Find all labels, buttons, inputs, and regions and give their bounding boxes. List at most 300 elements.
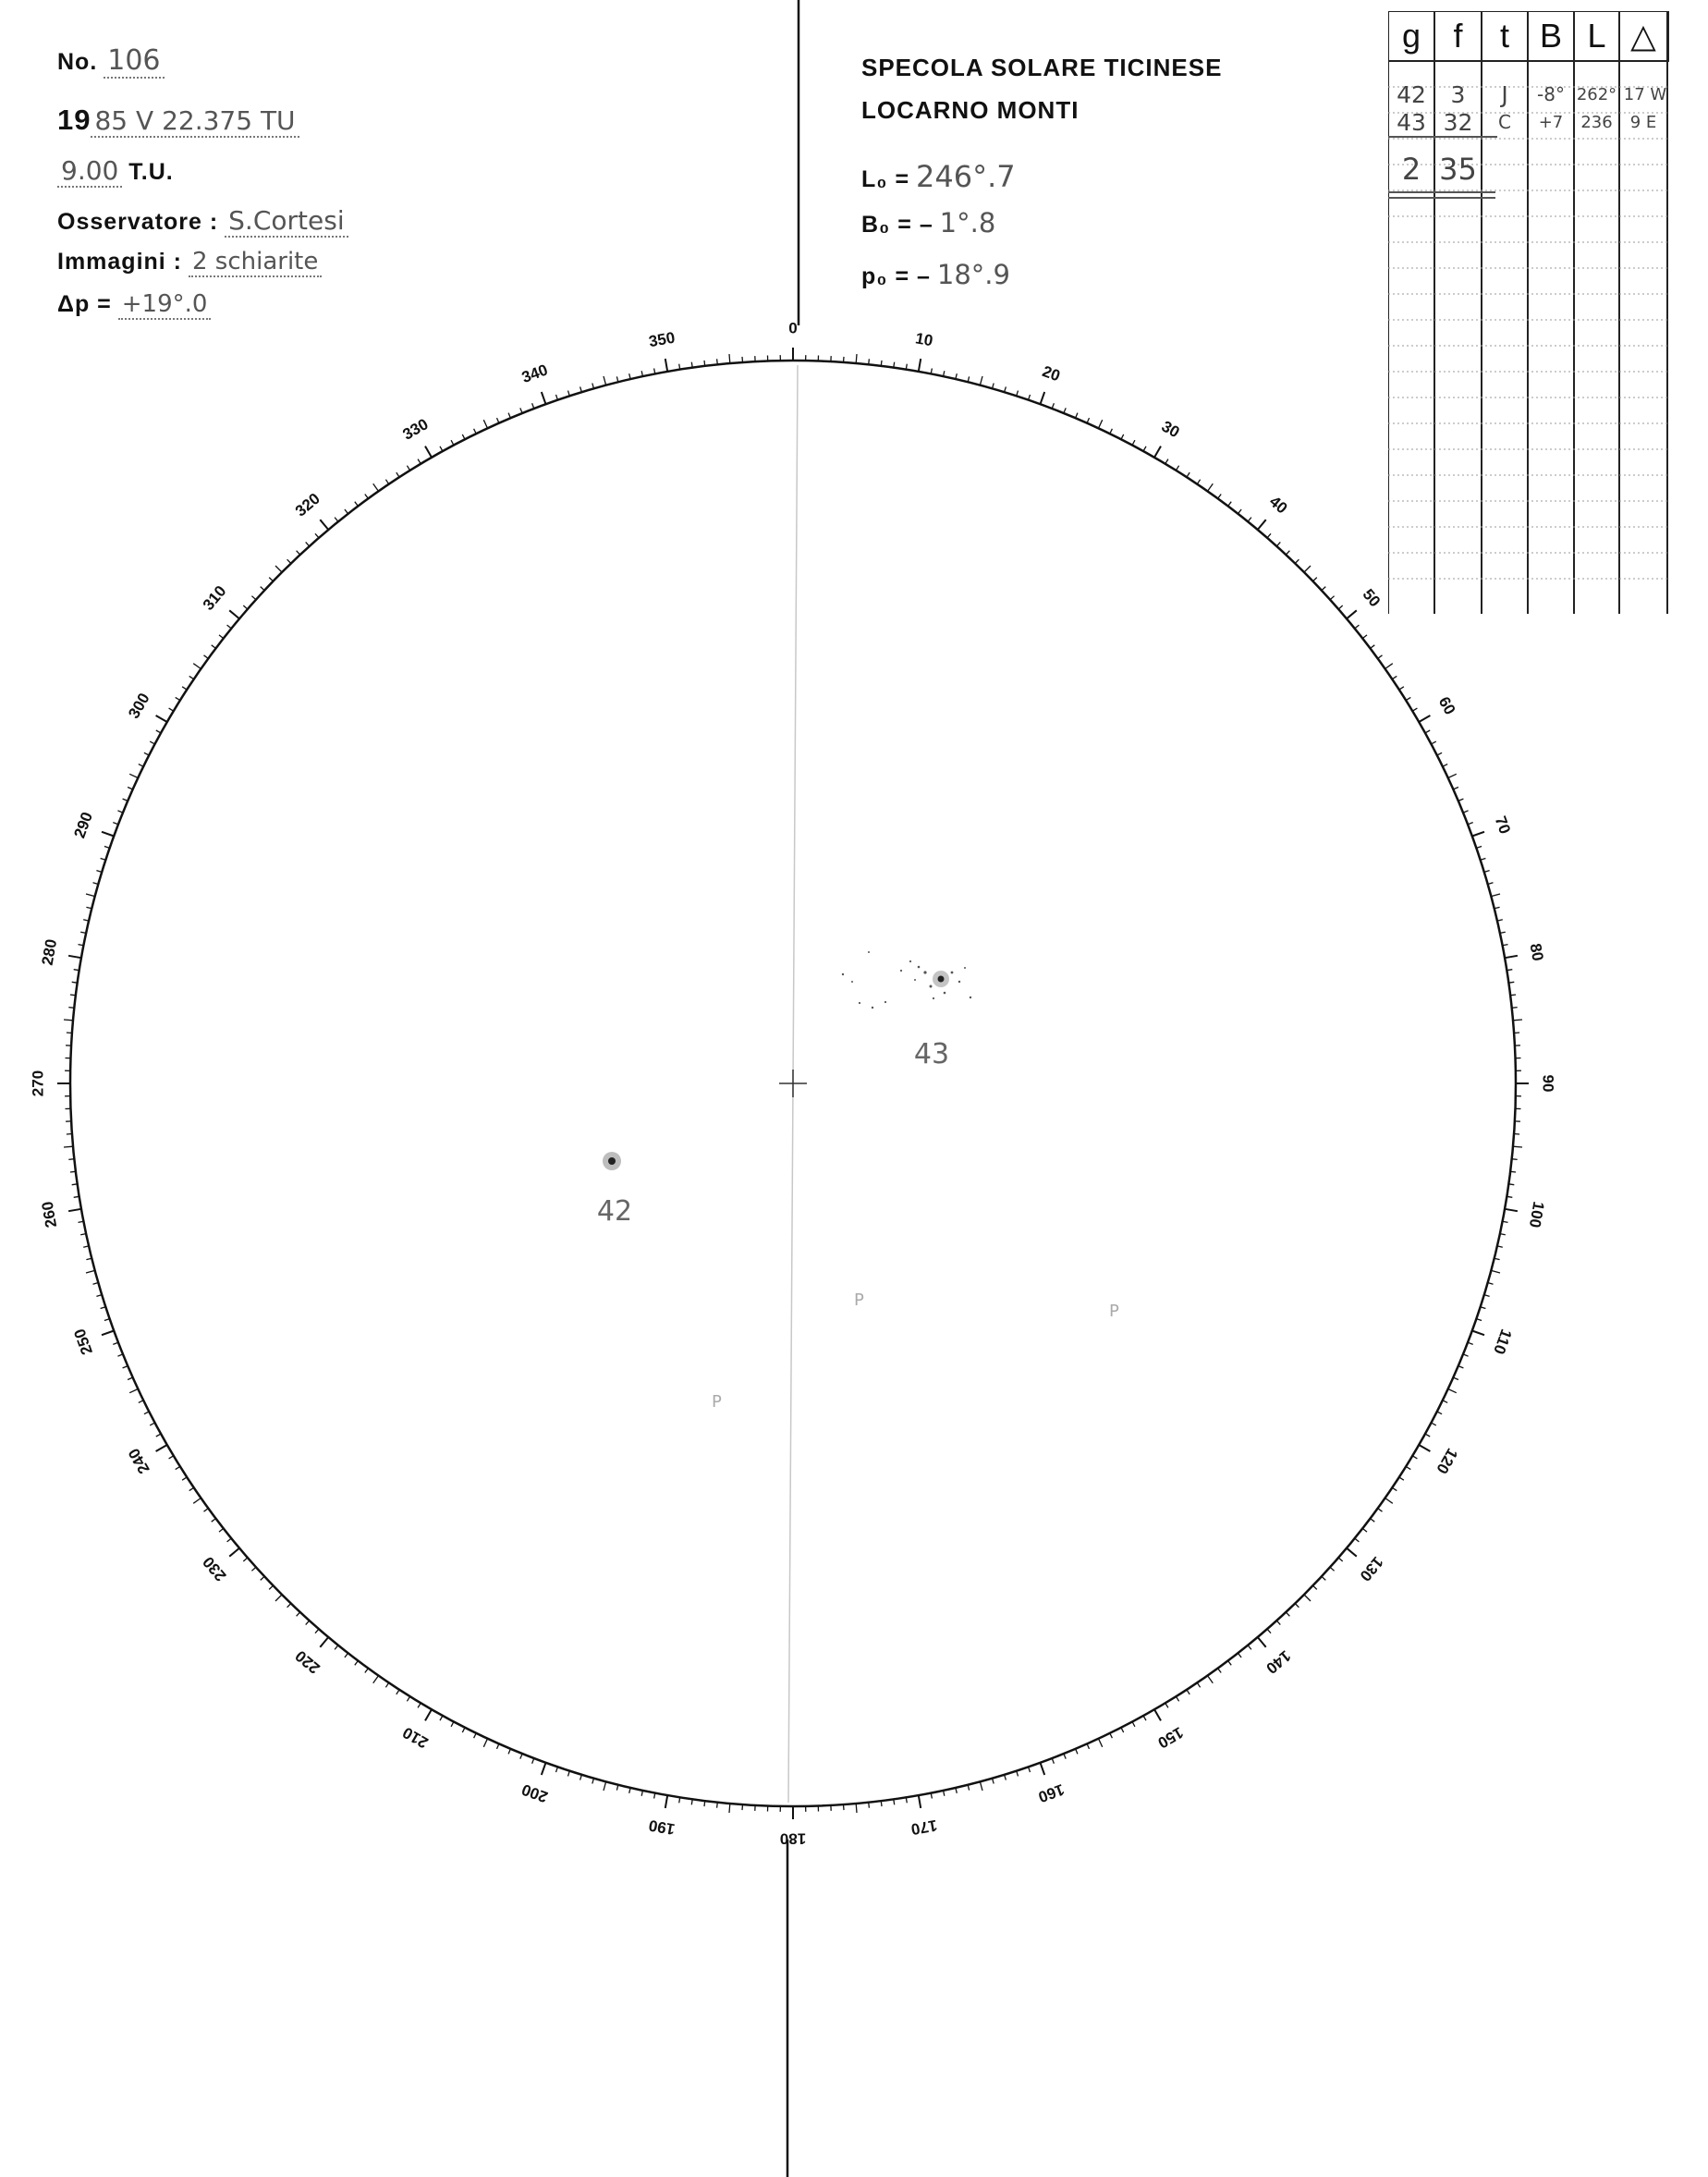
l0-value: 246°.7: [916, 159, 1016, 194]
limb-tick: [297, 1612, 300, 1616]
limb-tick: [1472, 1331, 1484, 1336]
limb-tick: [169, 708, 174, 711]
limb-tick: [251, 596, 256, 600]
umbra: [608, 1157, 616, 1165]
limb-tick: [1286, 1612, 1289, 1616]
limb-tick: [1347, 1548, 1357, 1557]
limb-tick: [1378, 1509, 1383, 1512]
sunspot-group-42: [597, 1152, 632, 1228]
limb-tick: [345, 1653, 348, 1657]
limb-tick: [881, 361, 882, 366]
limb-tick: [251, 1567, 256, 1571]
limb-tick: [1508, 982, 1514, 983]
limb-tick: [204, 655, 209, 659]
limb-tick: [1121, 1728, 1124, 1732]
limb-tick: [1338, 1558, 1343, 1561]
limb-tick: [1197, 1682, 1200, 1687]
limb-tick: [156, 1445, 167, 1451]
col-header-b: B: [1539, 17, 1562, 55]
time-value: 9.00: [57, 155, 122, 188]
limb-tick: [665, 359, 667, 372]
limb-tick: [101, 859, 106, 861]
limb-tick: [1385, 1498, 1393, 1504]
limb-tick: [425, 1709, 432, 1720]
limb-tick: [462, 434, 465, 439]
limb-tick-label: 170: [909, 1816, 939, 1839]
limb-tick: [497, 1743, 499, 1749]
limb-tick: [128, 1377, 133, 1379]
limb-tick: [407, 466, 409, 471]
limb-tick: [219, 635, 224, 639]
limb-tick: [320, 1637, 328, 1647]
limb-tick-label: 160: [1035, 1780, 1068, 1806]
table-cell: 3: [1450, 81, 1466, 108]
limb-tick: [1208, 483, 1214, 491]
limb-tick: [894, 362, 895, 368]
table-cell: -8°: [1537, 83, 1565, 105]
limb-tick: [451, 1722, 454, 1727]
limb-tick: [64, 1146, 73, 1147]
limb-tick: [1276, 542, 1280, 546]
limb-tick: [1276, 1621, 1280, 1625]
limb-tick: [1017, 1771, 1019, 1777]
faculae-mark: P: [854, 1290, 864, 1310]
limb-tick: [212, 1519, 216, 1523]
limb-tick: [1258, 520, 1266, 530]
limb-tick: [742, 1804, 743, 1810]
limb-tick: [1392, 676, 1397, 679]
limb-tick: [67, 1134, 72, 1135]
limb-tick: [1347, 610, 1357, 618]
limb-tick-label: 320: [291, 489, 323, 520]
limb-tick: [86, 1270, 95, 1273]
delta-p-value: +19°.0: [118, 290, 212, 320]
limb-tick: [1295, 559, 1299, 563]
limb-tick-label: 210: [399, 1723, 432, 1752]
limb-tick: [355, 502, 359, 507]
faculae-mark: P: [712, 1392, 722, 1412]
limb-tick: [1432, 741, 1436, 744]
col-header-delta: △: [1630, 17, 1656, 55]
group-label-43: 43: [913, 1038, 950, 1070]
limb-tick: [1099, 420, 1103, 428]
limb-tick: [1476, 847, 1482, 849]
limb-tick: [497, 418, 499, 423]
limb-tick: [1338, 605, 1343, 609]
date-value: 85 V 22.375 TU: [91, 105, 299, 138]
limb-tick: [64, 1020, 73, 1021]
limb-tick: [1406, 1466, 1410, 1469]
limb-tick-label: 80: [1526, 942, 1547, 963]
limb-tick: [474, 1733, 477, 1738]
limb-tick: [881, 1801, 882, 1806]
limb-tick: [227, 1538, 232, 1542]
limb-tick: [275, 566, 282, 572]
limb-tick: [72, 1184, 78, 1185]
limb-tick: [156, 1434, 161, 1437]
observatory-name: SPECOLA SOLARE TICINESE: [861, 54, 1223, 81]
limb-tick-label: 70: [1491, 813, 1514, 837]
umbra: [938, 976, 945, 983]
limb-tick: [1472, 832, 1484, 837]
limb-tick: [385, 1682, 388, 1687]
limb-tick: [1187, 472, 1190, 477]
limb-tick: [844, 357, 845, 362]
limb-tick: [1437, 752, 1442, 755]
limb-tick: [129, 1389, 138, 1393]
limb-tick: [1313, 1585, 1317, 1589]
limb-tick: [691, 362, 692, 368]
limb-tick-label: 40: [1265, 492, 1291, 518]
limb-tick: [894, 1799, 895, 1804]
limb-tick-label: 20: [1040, 362, 1063, 385]
number-value: 106: [104, 44, 164, 79]
limb-tick: [1330, 1567, 1335, 1571]
limb-tick: [1448, 1389, 1457, 1393]
limb-tick: [462, 1728, 465, 1732]
limb-tick-label: 350: [647, 328, 677, 351]
limb-tick: [542, 1763, 546, 1775]
limb-tick: [150, 1423, 154, 1425]
limb-tick: [243, 605, 248, 609]
table-cell: C: [1498, 111, 1511, 133]
limb-tick: [704, 1801, 705, 1806]
limb-tick: [1238, 509, 1241, 514]
limb-tick: [396, 472, 399, 477]
limb-tick: [1481, 1307, 1486, 1309]
limb-tick: [1419, 1445, 1430, 1451]
limb-tick: [856, 1804, 857, 1813]
limb-tick: [156, 730, 161, 733]
limb-tick: [1453, 788, 1458, 789]
limb-tick: [483, 1739, 487, 1747]
limb-tick: [1512, 1159, 1518, 1160]
limb-tick: [176, 697, 180, 700]
limb-tick-label: 240: [125, 1445, 153, 1477]
limb-tick: [556, 1767, 558, 1772]
limb-tick: [243, 1558, 248, 1561]
limb-tick: [1399, 687, 1404, 690]
limb-tick: [1322, 587, 1325, 591]
limb-tick: [150, 741, 154, 744]
limb-tick-label: 230: [199, 1553, 230, 1585]
limb-tick: [70, 995, 76, 996]
limb-tick: [1228, 1661, 1232, 1666]
limb-tick: [320, 520, 328, 530]
col-header-f: f: [1453, 17, 1463, 55]
limb-tick: [1258, 1637, 1266, 1647]
limb-tick: [604, 376, 606, 385]
limb-tick: [1154, 446, 1161, 458]
col-header-t: t: [1499, 17, 1509, 55]
limb-tick: [1371, 645, 1375, 649]
limb-tick: [182, 1477, 187, 1480]
limb-tick: [1453, 1377, 1458, 1379]
limb-tick: [104, 1319, 110, 1321]
limb-tick: [1176, 1696, 1178, 1701]
limb-tick: [1355, 625, 1360, 629]
limb-tick: [1425, 1434, 1430, 1437]
limb-tick: [1099, 1739, 1103, 1747]
limb-tick: [568, 391, 570, 397]
limb-tick: [306, 542, 310, 546]
limb-tick-label: 110: [1490, 1327, 1516, 1357]
limb-tick: [68, 1209, 81, 1211]
limb-tick: [68, 1159, 74, 1160]
limb-tick: [691, 1799, 692, 1804]
limb-tick-label: 250: [70, 1326, 97, 1358]
limb-tick: [451, 440, 454, 445]
limb-tick: [1029, 395, 1031, 400]
limb-tick: [717, 1803, 718, 1808]
limb-tick: [1295, 1604, 1299, 1608]
limb-tick: [1322, 1576, 1325, 1580]
col-header-l: L: [1587, 17, 1606, 55]
limb-tick: [1419, 715, 1430, 722]
limb-tick: [68, 1008, 74, 1009]
limb-tick: [1371, 1519, 1375, 1523]
limb-tick: [1476, 1319, 1482, 1321]
limb-tick: [1443, 1400, 1447, 1403]
limb-tick: [297, 551, 300, 555]
limb-tick: [1267, 533, 1271, 538]
limb-tick: [373, 1676, 379, 1683]
limb-tick: [261, 587, 264, 591]
limb-tick: [1385, 664, 1393, 669]
faculae-marks: [712, 1290, 1119, 1412]
limb-tick: [742, 357, 743, 362]
limb-tick-label: 180: [779, 1829, 807, 1848]
group-label-42: 42: [596, 1195, 633, 1228]
limb-tick: [169, 1456, 174, 1459]
limb-tick: [1412, 708, 1417, 711]
limb-tick: [1513, 1146, 1522, 1147]
limb-tick: [1437, 1412, 1442, 1414]
limb-tick: [425, 446, 432, 458]
limb-tick: [1491, 894, 1500, 897]
limb-tick: [139, 1400, 143, 1403]
limb-tick: [1143, 446, 1146, 451]
limb-tick: [204, 1509, 209, 1512]
limb-tick: [219, 1528, 224, 1532]
limb-tick: [1041, 392, 1045, 404]
limb-tick: [269, 578, 273, 581]
limb-tick: [261, 1576, 264, 1580]
observer-label: Osservatore :: [57, 209, 219, 235]
limb-tick: [1378, 655, 1383, 659]
limb-tick: [1176, 466, 1178, 471]
l0-label: L₀ =: [861, 166, 910, 192]
limb-tick: [1399, 1477, 1404, 1480]
limb-tick-label: 120: [1433, 1445, 1461, 1477]
limb-tick: [189, 1487, 194, 1490]
limb-tick-label: 200: [518, 1780, 551, 1806]
limb-tick: [1362, 635, 1367, 639]
limb-tick: [1505, 1209, 1518, 1211]
time-unit: T.U.: [128, 159, 174, 185]
limb-tick: [980, 1781, 982, 1791]
limb-tick: [1110, 429, 1113, 434]
limb-tick: [365, 1669, 369, 1673]
limb-tick-label: 100: [1525, 1200, 1548, 1229]
total-spots: 35: [1439, 152, 1477, 187]
b0-label: B₀ = –: [861, 212, 933, 238]
limb-tick: [335, 518, 338, 522]
limb-tick: [385, 480, 388, 484]
limb-tick-label: 140: [1263, 1646, 1295, 1678]
limb-tick: [345, 509, 348, 514]
limb-tick: [156, 715, 167, 722]
limb-tick-label: 0: [788, 319, 798, 337]
limb-tick: [1208, 1676, 1214, 1683]
limb-tick: [72, 982, 78, 983]
limb-tick: [1248, 1645, 1251, 1650]
limb-tick: [1513, 1020, 1522, 1021]
limb-tick-label: 10: [913, 329, 934, 350]
table-cell: +7: [1538, 113, 1564, 132]
limb-tick: [1304, 1595, 1311, 1601]
limb-tick: [176, 1466, 180, 1469]
limb-tick: [1392, 1487, 1397, 1490]
b0-value: 1°.8: [939, 207, 996, 238]
limb-tick: [182, 687, 187, 690]
observatory-location: LOCARNO MONTI: [861, 96, 1080, 124]
limb-tick: [139, 764, 143, 767]
limb-tick: [355, 1661, 359, 1666]
limb-tick: [665, 1795, 667, 1808]
limb-tick-label: 310: [199, 581, 230, 614]
limb-tick: [704, 361, 705, 366]
limb-tick: [1330, 596, 1335, 600]
limb-tick-label: 190: [647, 1816, 677, 1839]
limb-tick: [980, 376, 982, 385]
table-cell: 262°: [1576, 85, 1617, 104]
limb-tick-label: 300: [125, 690, 153, 722]
limb-tick: [1514, 1134, 1519, 1135]
limb-tick-label: 220: [291, 1646, 323, 1678]
limb-tick: [1248, 518, 1251, 522]
limb-tick-label: 60: [1434, 693, 1459, 718]
table-cell: 9 E: [1629, 113, 1657, 132]
limb-tick: [1029, 1767, 1031, 1772]
table-cell: 43: [1397, 109, 1426, 136]
table-cell: 42: [1397, 81, 1426, 108]
sunspot-group-43: [842, 951, 971, 1070]
limb-tick: [1505, 956, 1518, 958]
table-cell: 17 W: [1623, 85, 1667, 104]
limb-tick: [365, 495, 369, 499]
images-value: 2 schiarite: [189, 248, 322, 277]
limb-tick: [856, 354, 857, 363]
limb-tick: [1017, 391, 1019, 397]
limb-tick: [287, 559, 291, 563]
limb-tick: [729, 354, 730, 363]
table-cell: 236: [1580, 113, 1613, 132]
limb-tick-label: 330: [399, 415, 432, 444]
limb-tick: [844, 1804, 845, 1810]
limb-tick-label: 260: [38, 1200, 61, 1229]
limb-tick: [1143, 1716, 1146, 1720]
limb-tick-label: 150: [1154, 1723, 1187, 1752]
limb-tick: [919, 359, 921, 372]
limb-tick: [193, 1498, 201, 1504]
limb-tick: [306, 1621, 310, 1625]
limb-tick: [1132, 440, 1135, 445]
limb-tick: [1218, 1669, 1222, 1673]
limb-tick: [1154, 1709, 1161, 1720]
limb-tick: [440, 446, 443, 451]
limb-tick: [101, 1307, 106, 1309]
limb-tick-label: 90: [1539, 1074, 1557, 1093]
limb-tick: [474, 429, 477, 434]
limb-tick: [70, 1171, 76, 1172]
limb-tick: [315, 533, 319, 538]
limb-tick: [335, 1645, 338, 1650]
limb-tick: [1087, 1743, 1089, 1749]
limb-tick: [1355, 1538, 1360, 1542]
limb-tick: [1432, 1423, 1436, 1425]
limb-tick: [1121, 434, 1124, 439]
limb-tick: [418, 1703, 421, 1707]
delta-p-label: Δp =: [57, 291, 112, 317]
limb-tick: [212, 645, 216, 649]
limb-tick: [86, 894, 95, 897]
number-label: No.: [57, 49, 98, 75]
limb-tick: [1412, 1456, 1417, 1459]
limb-tick-label: 130: [1356, 1553, 1387, 1585]
limb-tick: [1508, 1184, 1514, 1185]
limb-tick: [1165, 459, 1168, 464]
limb-tick: [440, 1716, 443, 1720]
limb-tick: [229, 610, 239, 618]
limb-tick: [1362, 1528, 1367, 1532]
limb-tick-label: 340: [518, 361, 551, 387]
limb-tick: [144, 1412, 149, 1414]
limb-tick: [1443, 764, 1447, 767]
limb-tick: [919, 1795, 921, 1808]
limb-tick: [144, 752, 149, 755]
limb-tick: [869, 359, 870, 364]
limb-tick: [1187, 1690, 1190, 1694]
limb-tick: [269, 1585, 273, 1589]
limb-tick: [1406, 697, 1410, 700]
limb-tick: [1491, 1270, 1500, 1273]
limb-tick: [315, 1629, 319, 1633]
limb-tick-label: 50: [1359, 585, 1385, 611]
limb-tick-label: 280: [38, 937, 61, 967]
limb-tick: [1481, 859, 1486, 861]
limb-tick: [1286, 551, 1289, 555]
limb-tick: [227, 625, 232, 629]
limb-tick-label: 30: [1158, 417, 1183, 442]
limb-tick: [1448, 774, 1457, 777]
p0-value: 18°.9: [936, 259, 1010, 290]
limb-tick: [556, 395, 558, 400]
limb-tick: [1238, 1653, 1241, 1657]
limb-tick: [568, 1771, 570, 1777]
limb-tick: [1304, 566, 1311, 572]
total-groups: 2: [1401, 152, 1421, 187]
limb-tick: [1228, 502, 1232, 507]
limb-tick: [407, 1696, 409, 1701]
limb-tick: [483, 420, 487, 428]
limb-tick: [1510, 1171, 1516, 1172]
limb-tick: [396, 1690, 399, 1694]
faculae-mark: P: [1109, 1302, 1119, 1321]
limb-tick: [104, 847, 110, 849]
limb-tick: [1510, 995, 1516, 996]
limb-tick: [1218, 495, 1222, 499]
